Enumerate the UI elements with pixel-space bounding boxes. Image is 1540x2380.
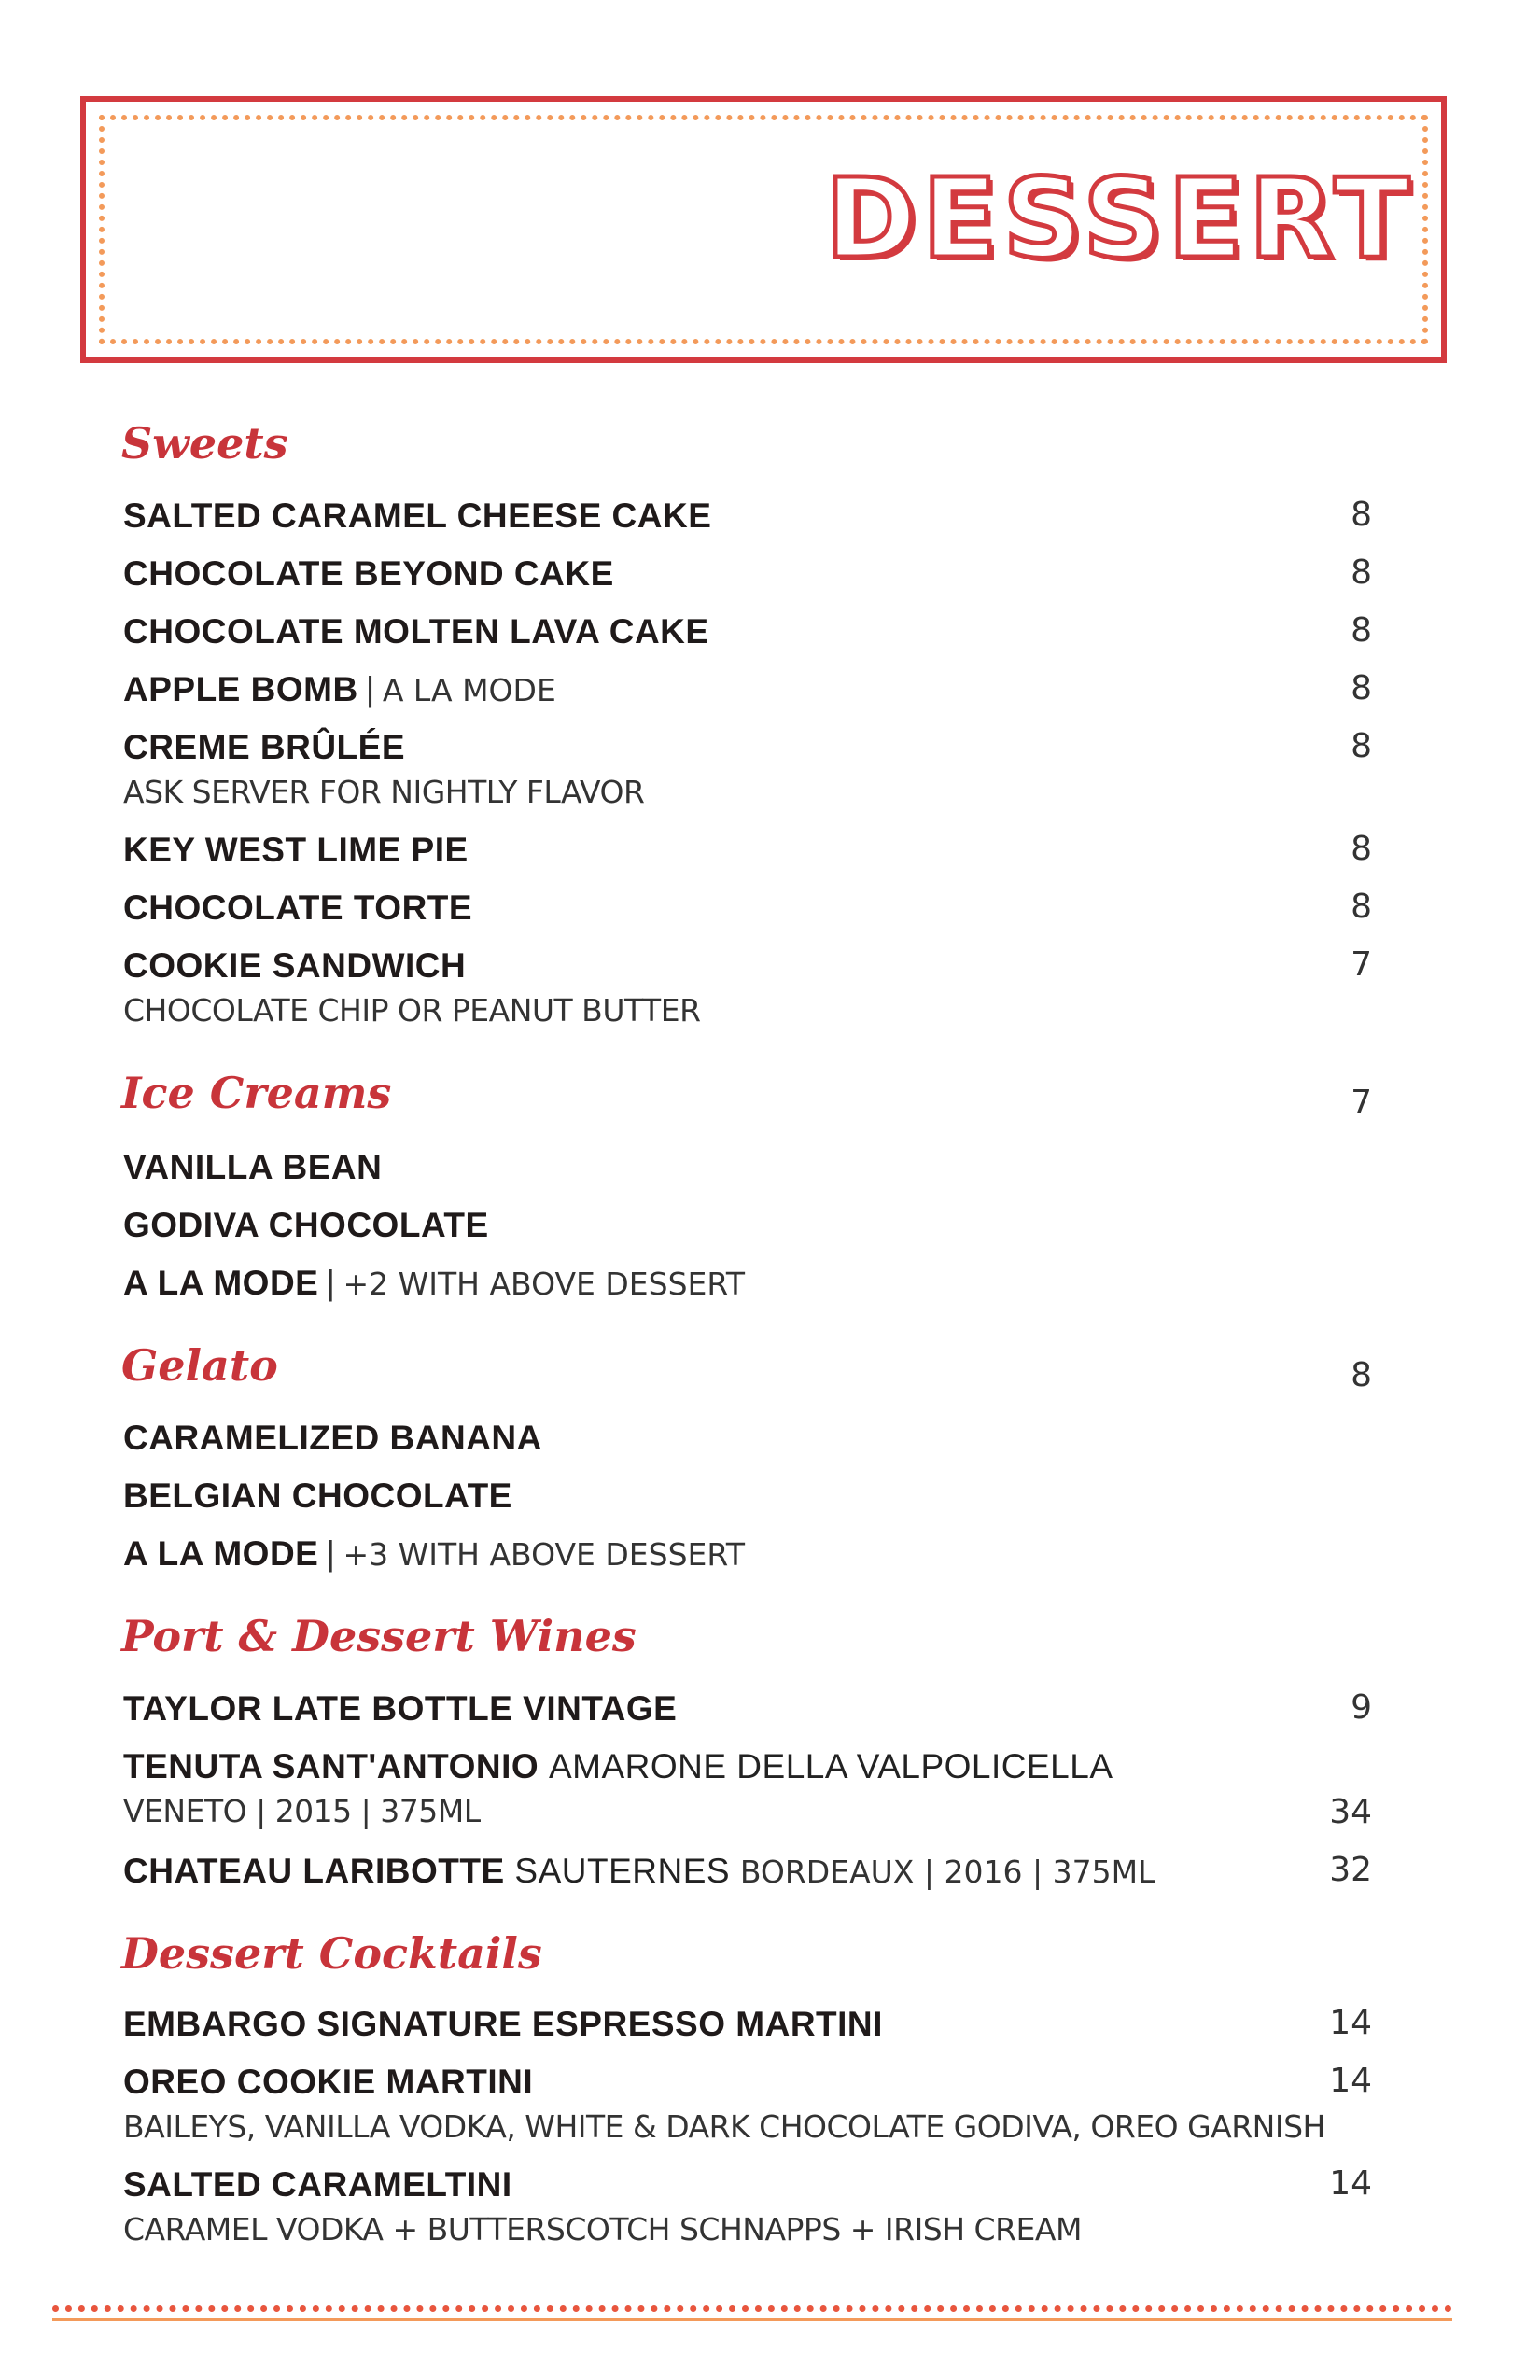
item-name: CHOCOLATE TORTE (123, 889, 473, 927)
item-name: CHOCOLATE MOLTEN LAVA CAKE (123, 612, 709, 651)
item-name: SALTED CARAMELTINI (123, 2165, 512, 2204)
item-description: CARAMEL VODKA + BUTTERSCOTCH SCHNAPPS + IRISH CREAM (123, 2211, 1082, 2247)
item-note: BORDEAUX | 2016 | 375ML (739, 1854, 1155, 1890)
section-heading-cocktails: Dessert Cocktails (121, 1928, 542, 1979)
bottom-solid-divider (52, 2318, 1452, 2321)
item-price: 8 (1351, 496, 1372, 534)
section-price: 8 (1351, 1356, 1372, 1394)
item-name: APPLE BOMB (123, 670, 358, 708)
section-heading-gelato: Gelato (121, 1340, 278, 1391)
item-price: 8 (1351, 888, 1372, 926)
item-name: KEY WEST LIME PIE (123, 831, 469, 869)
item-name: CHATEAU LARIBOTTE (123, 1852, 505, 1890)
wine-name: AMARONE DELLA VALPOLICELLA (548, 1747, 1113, 1785)
item-name: GODIVA CHOCOLATE (123, 1206, 489, 1244)
menu-item (123, 553, 1372, 593)
item-note: +2 WITH ABOVE DESSERT (343, 1266, 746, 1302)
item-price: 8 (1351, 727, 1372, 765)
page-title: DESSERT (825, 154, 1415, 283)
item-price: 8 (1351, 553, 1372, 592)
menu-item (123, 1749, 1372, 1784)
item-price: 7 (1351, 945, 1372, 984)
item-name: EMBARGO SIGNATURE ESPRESSO MARTINI (123, 2005, 883, 2043)
item-description: CHOCOLATE CHIP OR PEANUT BUTTER (123, 992, 701, 1029)
item-name: CHOCOLATE BEYOND CAKE (123, 554, 614, 593)
section-heading-sweets: Sweets (121, 418, 288, 469)
menu-item (123, 727, 1372, 766)
menu-item (123, 830, 1372, 869)
menu-item (123, 2004, 1372, 2043)
item-name: VANILLA BEAN (123, 1148, 383, 1186)
wine-name: SAUTERNES (514, 1852, 731, 1890)
item-note: +3 WITH ABOVE DESSERT (343, 1536, 746, 1573)
menu-item (123, 611, 1372, 651)
item-name: A LA MODE (123, 1534, 319, 1573)
item-name: A LA MODE (123, 1264, 319, 1302)
item-name: BELGIAN CHOCOLATE (123, 1477, 512, 1515)
menu-item (123, 498, 1372, 533)
item-price: 8 (1351, 669, 1372, 707)
item-price: 34 (1329, 1793, 1372, 1831)
item-description: ASK SERVER FOR NIGHTLY FLAVOR (123, 774, 645, 810)
menu-item (123, 945, 1372, 985)
item-description: VENETO | 2015 | 375ML (123, 1793, 481, 1829)
separator: | (326, 1534, 336, 1573)
menu-item (123, 2062, 1372, 2101)
bottom-dotted-divider (52, 2305, 1452, 2312)
item-description: BAILEYS, VANILLA VODKA, WHITE & DARK CHOCOLATE GODIVA, OREO GARNISH (123, 2108, 1325, 2145)
menu-item (123, 1688, 1372, 1728)
item-name: CARAMELIZED BANANA (123, 1419, 542, 1457)
item-price: 32 (1329, 1851, 1372, 1889)
item-price: 8 (1351, 830, 1372, 868)
menu-item (123, 1150, 1372, 1184)
menu-item (123, 1208, 1372, 1242)
menu-item (123, 1851, 1372, 1890)
separator: | (326, 1264, 336, 1302)
item-note: A LA MODE (382, 672, 556, 708)
item-name: OREO COOKIE MARTINI (123, 2063, 534, 2101)
item-name: TAYLOR LATE BOTTLE VINTAGE (123, 1689, 678, 1728)
item-price: 14 (1329, 2164, 1372, 2203)
item-name: CREME BRÛLÉE (123, 728, 406, 766)
item-price: 9 (1351, 1688, 1372, 1727)
menu-item (123, 1478, 1372, 1513)
item-price: 8 (1351, 611, 1372, 650)
item-price: 14 (1329, 2004, 1372, 2042)
title-frame (80, 96, 1447, 363)
menu-item (123, 1536, 1372, 1571)
item-price: 14 (1329, 2062, 1372, 2100)
menu-item (123, 1421, 1372, 1455)
menu-item (123, 1266, 1372, 1300)
menu-item (123, 2164, 1372, 2204)
separator: | (365, 670, 375, 708)
item-name: TENUTA SANT'ANTONIO (123, 1747, 539, 1785)
section-price: 7 (1351, 1084, 1372, 1122)
item-name: SALTED CARAMEL CHEESE CAKE (123, 497, 712, 535)
section-heading-ice-creams: Ice Creams (121, 1068, 392, 1118)
menu-item (123, 669, 1372, 708)
section-heading-wines: Port & Dessert Wines (121, 1611, 637, 1661)
item-name: COOKIE SANDWICH (123, 946, 467, 985)
menu-item (123, 890, 1372, 925)
